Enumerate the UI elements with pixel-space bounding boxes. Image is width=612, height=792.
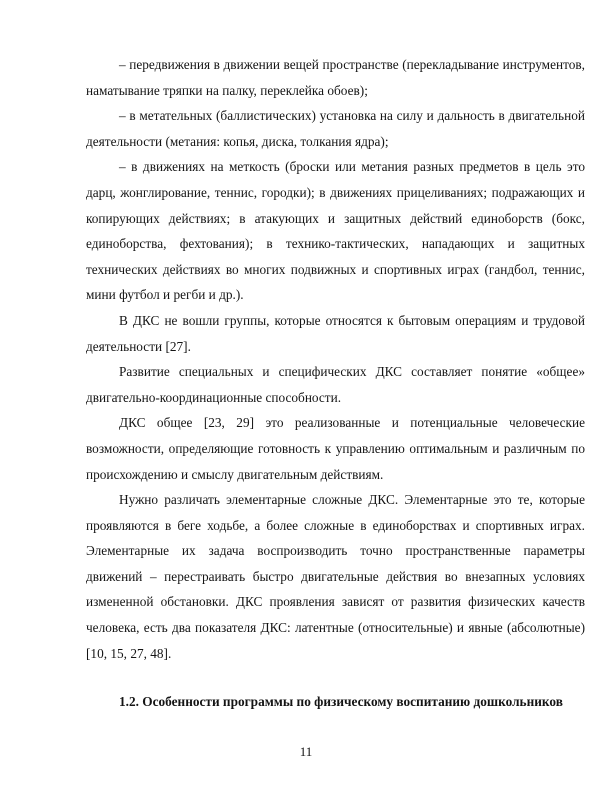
body-text (86, 52, 585, 666)
paragraph-7: Нужно различать элементарные сложные ДКС. Элементарные это те, которые проявляются в беге ходьбе, а более сложные в единоборствах и спортивных играх. Элементарные их задача воспроизводить точно пространственные параметры движений – перестраивать быстро двигательные действия во внезапных условиях измененной обстановки. ДКС проявления зависят от развития физических качеств человека, есть два показателя ДКС: латентные (относительные) и явные (абсолютные) [10, 15, 27, 48]. (86, 492, 585, 661)
section-heading: 1.2. Особенности программы по физическому воспитанию дошкольников (119, 694, 563, 709)
paragraph-1: – передвижения в движении вещей пространстве (перекладывание инструментов, наматывание тряпки на палку, переклейка обоев); (86, 57, 585, 98)
page-number: 11 (299, 744, 313, 759)
paragraph-6: ДКС общее [23, 29] это реализованные и потенциальные человеческие возможности, определяющие готовность к управлению оптимальным и различным по происхождению и смыслу двигательным действиям. (86, 415, 585, 482)
paragraph-5: Развитие специальных и специфических ДКС составляет понятие «общее» двигательно-координационные способности. (86, 364, 585, 405)
paragraph-3: – в движениях на меткость (броски или метания разных предметов в цель это дарц, жонглирование, теннис, городки); в движениях прицеливаниях; подражающих и копирующих действиях; в атакующих и защитных действий единоборств (бокс, единоборства, фехтования); в технико-тактических, нападающих и защитных технических действиях во многих подвижных и спортивных играх (гандбол, теннис, мини футбол и регби и др.). (86, 159, 585, 303)
paragraph-2: – в метательных (баллистических) установка на силу и дальность в двигательной деятельности (метания: копья, диска, толкания ядра); (86, 108, 585, 149)
paragraph-4: В ДКС не вошли группы, которые относятся к бытовым операциям и трудовой деятельности [27]. (86, 312, 585, 354)
